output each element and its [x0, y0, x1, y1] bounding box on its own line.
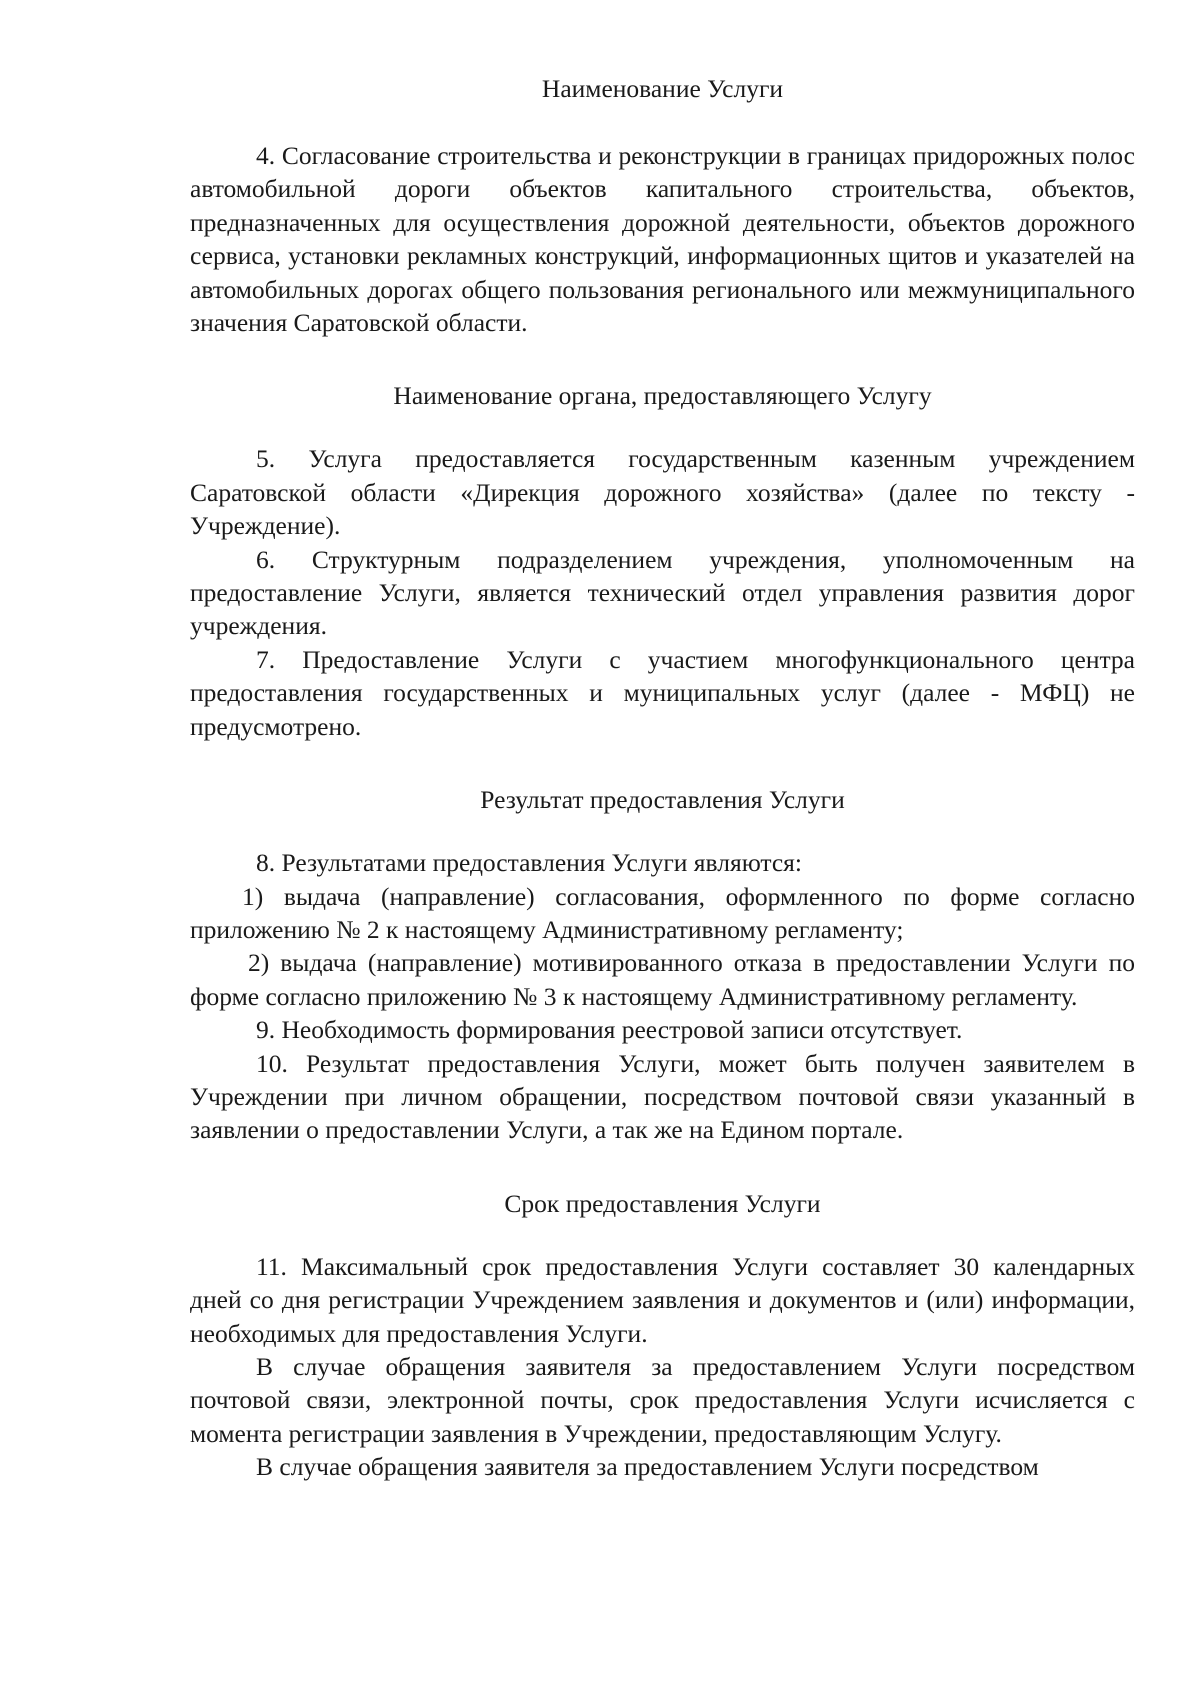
- spacer: [190, 105, 1135, 139]
- paragraph-11-continued: В случае обращения заявителя за предоставлением Услуги посредством: [256, 1452, 1039, 1482]
- section-heading-term: Срок предоставления Услуги: [504, 1188, 821, 1218]
- paragraph-6: 6. Структурным подразделением учреждения, уполномоченным на предоставление Услуги, является технический отдел управления развития дорог учреждения.: [190, 544, 1135, 641]
- spacer: [190, 816, 1135, 846]
- spacer: [190, 1147, 1135, 1187]
- paragraph-4: 4. Согласование строительства и реконструкции в границах придорожных полос автомобильной дороги объектов капитального строительства, объектов, предназначенных для осуществления дорожной деятельности, объектов дорожного сервиса, установки рекламных конструкций, информационных щитов и указателей на автомобильных дорогах общего пользования регионального или межмуниципального значения Саратовской области.: [190, 141, 1135, 338]
- spacer: [190, 339, 1135, 379]
- spacer: [190, 1220, 1135, 1250]
- paragraph-5: 5. Услуга предоставляется государственным казенным учреждением Саратовской области «Дирекция дорожного хозяйства» (далее по тексту - Учреждение).: [190, 444, 1135, 541]
- spacer: [190, 743, 1135, 783]
- section-heading-authority: Наименование органа, предоставляющего Услугу: [393, 381, 932, 411]
- paragraph-7: 7. Предоставление Услуги с участием многофункционального центра предоставления государственных и муниципальных услуг (далее - МФЦ) не предусмотрено.: [190, 644, 1135, 741]
- paragraph-8-item-1: 1) выдача (направление) согласования, оформленного по форме согласно приложению № 2 к настоящему Административному регламенту;: [190, 881, 1135, 944]
- section-heading-service-name: Наименование Услуги: [541, 74, 784, 103]
- section-heading-result: Результат предоставления Услуги: [480, 785, 845, 815]
- paragraph-10: 10. Результат предоставления Услуги, может быть получен заявителем в Учреждении при личном обращении, посредством почтовой связи указанный в заявлении о предоставлении Услуги, а так же на Едином портале.: [190, 1048, 1135, 1145]
- paragraph-11-postal: В случае обращения заявителя за предоставлением Услуги посредством почтовой связи, электронной почты, срок предоставления Услуги исчисляется с момента регистрации заявления в Учреждении, предоставляющим Услугу.: [190, 1351, 1135, 1448]
- spacer: [190, 412, 1135, 442]
- paragraph-11: 11. Максимальный срок предоставления Услуги составляет 30 календарных дней со дня регистрации Учреждением заявления и документов и (или) информации, необходимых для предоставления Услуги.: [190, 1251, 1135, 1348]
- paragraph-8-item-2: 2) выдача (направление) мотивированного отказа в предоставлении Услуги по форме согласно приложению № 3 к настоящему Административному регламенту.: [190, 948, 1135, 1011]
- paragraph-9: 9. Необходимость формирования реестровой записи отсутствует.: [256, 1015, 963, 1045]
- paragraph-8: 8. Результатами предоставления Услуги являются:: [256, 848, 802, 878]
